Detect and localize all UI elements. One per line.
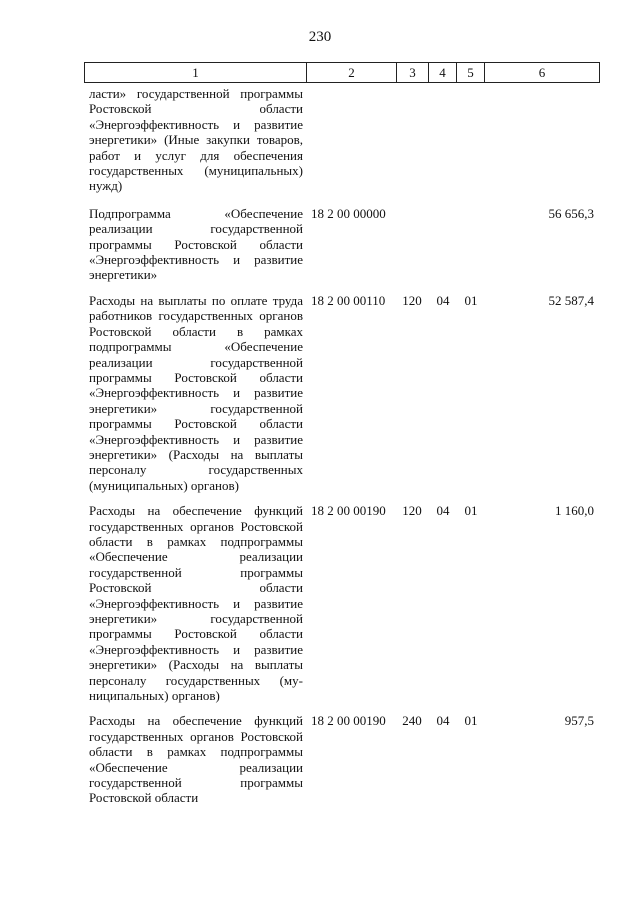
page-number: 230	[308, 29, 332, 45]
row-code: 18 2 00 00000	[311, 205, 386, 221]
row-name: Расходы на обеспечение функций государственных органов Ростовской области в рамках подпрограммы «Обеспечение реализации государственной программы Ростовской области	[89, 713, 303, 806]
row-sum: 957,5	[564, 713, 594, 729]
row-name: ласти» государственной программы Ростовской области «Энергоэффективность и развитие энергетики» (Иные закупки товаров, работ и услуг для обеспечения государственных (муниципальных) нужд)	[89, 86, 303, 194]
row-name: Расходы на обеспечение функций государственных органов Ростовской области в рамках подпрограммы «Обеспечение реализации государственной программы Ростовской области «Энергоэффективность и развитие энергетики» государственной программы Ростовской области «Энергоэффективность и развитие энергетики» (Расходы на выплаты персоналу государственных (муниципальных) органов)	[89, 503, 303, 704]
column-header-pr: 5	[457, 63, 485, 82]
table-row	[84, 713, 600, 805]
row-rz: 04	[436, 503, 450, 519]
row-rz: 04	[436, 713, 450, 729]
row-pr: 01	[464, 292, 478, 308]
table-header-row	[84, 62, 600, 83]
row-code: 18 2 00 00190	[311, 503, 386, 519]
row-sum: 52 587,4	[548, 292, 594, 308]
column-header-sum: 6	[538, 65, 546, 80]
table-row	[84, 503, 600, 703]
row-sum: 56 656,3	[548, 205, 594, 221]
column-header-rz: 4	[429, 63, 457, 82]
row-vr: 120	[402, 503, 422, 519]
row-sum: 1 160,0	[555, 503, 594, 519]
table-row	[84, 206, 600, 283]
column-header-vr: 3	[397, 63, 429, 82]
table-row	[84, 86, 600, 194]
table-row	[84, 293, 600, 493]
row-rz: 04	[436, 292, 450, 308]
row-vr: 120	[402, 292, 422, 308]
row-pr: 01	[464, 713, 478, 729]
column-header-code: 2	[307, 63, 397, 82]
row-name: Подпрограмма «Обеспечение реализации государственной программы Ростовской области «Энергоэффективность и развитие энергетики»	[89, 205, 303, 283]
column-header-name: 1	[85, 63, 307, 82]
row-name: Расходы на выплаты по оплате труда работников государственных органов Ростовской области в рамках подпрограммы «Обеспечение реализации государственной программы Ростовской области «Энергоэффективность и развитие энергетики» государственной программы Ростовской области «Энергоэффективность и развитие энергетики» (Расходы на выплаты персоналу государственных (муниципальных) органов)	[89, 292, 303, 493]
table-body	[84, 86, 600, 816]
row-vr: 240	[402, 713, 422, 729]
row-code: 18 2 00 00110	[311, 292, 386, 308]
row-code: 18 2 00 00190	[311, 713, 386, 729]
row-pr: 01	[464, 503, 478, 519]
